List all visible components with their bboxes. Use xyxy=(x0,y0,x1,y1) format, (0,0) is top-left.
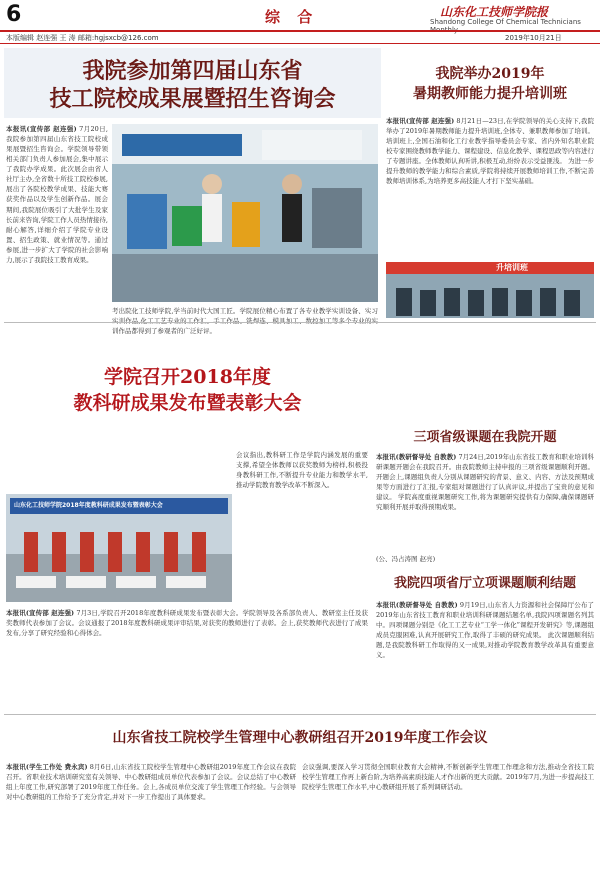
body-text: 7月3日,学院召开2018年度教科研成果发布暨表彰大会。学院领导及各系部负责人、教研室主任及获奖教师代表参加了会议。会议通报了2018年度教科研成果评审结果,对获奖的教师进行了表彰。会上,获奖教师代表进行了成果发布,分享了研究经验和心得体会。 xyxy=(6,609,368,638)
article-four-topics xyxy=(374,568,596,710)
divider xyxy=(4,714,596,715)
header-rule xyxy=(0,30,600,32)
byline: 本报讯(教研督导处 自教教) xyxy=(376,601,458,609)
byline: 本报讯(宣传部 赵连强) xyxy=(6,125,77,133)
paper-name-english: Shandong College Of Chemical Technicians xyxy=(430,18,581,26)
header-rule-thin xyxy=(0,43,600,44)
byline: 本报讯(宣传部 赵连强) xyxy=(6,609,75,617)
awards-photo xyxy=(6,494,232,602)
training-photo xyxy=(386,262,594,318)
article-body xyxy=(386,116,594,256)
article-body-cont: 会议强调,要深入学习贯彻全国职业教育大会精神,不断创新学生管理工作理念和方法,推动全省技工院校学生管理工作再上新台阶,为培养高素质技能人才作出新的更大贡献。2019年7月,为进一步提高技工院校学生管理工作水平,中心教研组开展了系列调研活动。 xyxy=(302,763,594,792)
divider xyxy=(4,322,596,323)
headline: 我院四项省厅立项课题顺利结题 xyxy=(393,576,576,591)
headline-line1: 学院召开2018年度 xyxy=(104,366,271,388)
headline-line1: 我院举办2019年 xyxy=(435,66,545,82)
headline-line2: 技工院校成果展暨招生咨询会 xyxy=(49,86,336,112)
article-student-management xyxy=(4,718,596,884)
article-body xyxy=(376,452,594,552)
headline: 山东省技工院校学生管理中心教研组召开2019年度工作会议 xyxy=(112,730,488,746)
issue-date: 2019年10月21日 xyxy=(505,34,562,42)
banner-text: 升培训班 xyxy=(496,263,528,272)
article-body-right: 会议指出,教科研工作是学院内涵发展的重要支撑,希望全体教师以获奖教师为榜样,积极投身教科研工作,不断提升专业能力和教学水平,推动学院教育教学改革不断深入。 xyxy=(236,451,368,490)
expo-photo xyxy=(112,124,378,302)
body-text-cont: 学院高度重视课题研究工作,将为课题研究提供有力保障,确保课题研究顺利开展并取得预期成果。 xyxy=(376,493,594,512)
article-training xyxy=(384,48,596,320)
article-body-cont: 考出院化工技师学院,学当前时代大国工匠。学院展位精心布置了各专业教学实训设备、实习 训作品都得到了参观者的广泛好评。 xyxy=(112,307,378,336)
article-body xyxy=(6,762,296,882)
editor-line: 本版编辑 赵连强 王 涛 邮箱:hgjsxcb@126.com xyxy=(6,34,159,42)
body-text: 8月21日—23日,在学院领导的关心支持下,我院举办了2019年暑期教师能力提升培训班,全体专、兼职教师参加了培训。培训班上,全国石油和化工行业教学指导委员会专家、省内外知名职业院校专家围绕教师教学能力、课程建设、信息化教学、课程思政等内容进行了专题讲座。全体教师认真听讲,积极互动,纷纷表示受益匪浅。 xyxy=(386,117,594,166)
banner-text: 山东化工技师学院2018年度教科研成果发布暨表彰大会 xyxy=(14,502,163,509)
article-body xyxy=(6,608,368,708)
body-text-cont: 此次课题顺利结题,是我院教科研工作取得的又一成果,对推动学院教育教学改革具有重要意义。 xyxy=(376,631,594,660)
body-text-cont: 为进一步提升教师的教学能力和综合素质,学院将持续开展教师培训工作,不断完善教师培训体系,为培养更多高技能人才打下坚实基础。 xyxy=(386,157,594,186)
page-number: 6 xyxy=(6,2,22,27)
section-title: 综 合 xyxy=(265,8,319,26)
article-signature: (公、冯占涛图 赵亮) xyxy=(376,555,436,563)
headline-line2: 暑期教师能力提升培训班 xyxy=(413,86,567,102)
article-three-topics xyxy=(374,428,596,564)
article-expo xyxy=(4,48,381,336)
article-body xyxy=(6,124,108,316)
headline: 三项省级课题在我院开题 xyxy=(413,430,557,445)
article-body xyxy=(376,600,594,708)
headline-line2: 教科研成果发布暨表彰大会 xyxy=(73,392,302,414)
body-text: 7月20日,我院参加第四届山东省技工院校成果展暨招生咨询会。学院领导带领相关部门负责人参加展会,集中展示了我院办学成果。此次展会由省人社厅主办,全省数十所技工院校参展,展出了各院校教学成果、技能大赛获奖作品以及学生创新作品。展会期间,我院展位吸引了大批学生及家长前来咨询,学院工作人员热情接待,耐心解答,详细介绍了学院专业设置、招生政策、就业情况等。通过参展,进一步扩大了学院的社会影响力,展示了我院技工教育成果。 xyxy=(6,125,108,264)
byline: 本报讯(教研督导处 自教教) xyxy=(376,453,457,461)
paper-name: 山东化工技师学院报 xyxy=(440,5,549,19)
article-research-awards xyxy=(4,326,371,712)
byline: 本报讯(宣传部 赵连强) xyxy=(386,117,455,125)
body-text: 9月19日,山东省人力资源和社会保障厅公布了2019年山东省技工教育和职业培训科研课题结题名单,我院四项课题名列其中。四项课题分别是《化工工艺专业“工学一体化”课程开发研究》等,课题组成员克服困难,认真开展研究工作,取得了丰硕的研究成果。 xyxy=(376,601,594,640)
headline-line1: 我院参加第四届山东省 xyxy=(82,58,303,84)
body-text: 7月24日,2019年山东省技工教育和职业培训科研课题开题会在我院召开。由我院教师主持申报的三项省级课题顺利开题。开题会上,课题组负责人分别从课题研究的背景、意义、内容、方法及预期成果等方面进行了汇报,专家组对课题进行了认真评议,并提出了宝贵的意见和建议。 xyxy=(376,453,595,502)
body-text: 8月6日,山东省技工院校学生管理中心教研组2019年度工作会议在我院召开。省职业技术培训研究室有关领导、中心教研组成员单位代表参加了会议。会议总结了中心教研组上年度工作,研究部署了2019年度工作任务。会上,各成员单位交流了学生管理工作经验。与会领导对中心教研组的工作给予了充分肯定,并对下一步工作提出了具体要求。 xyxy=(6,763,296,802)
byline: 本报讯(学生工作处 费永宾) xyxy=(6,763,88,771)
